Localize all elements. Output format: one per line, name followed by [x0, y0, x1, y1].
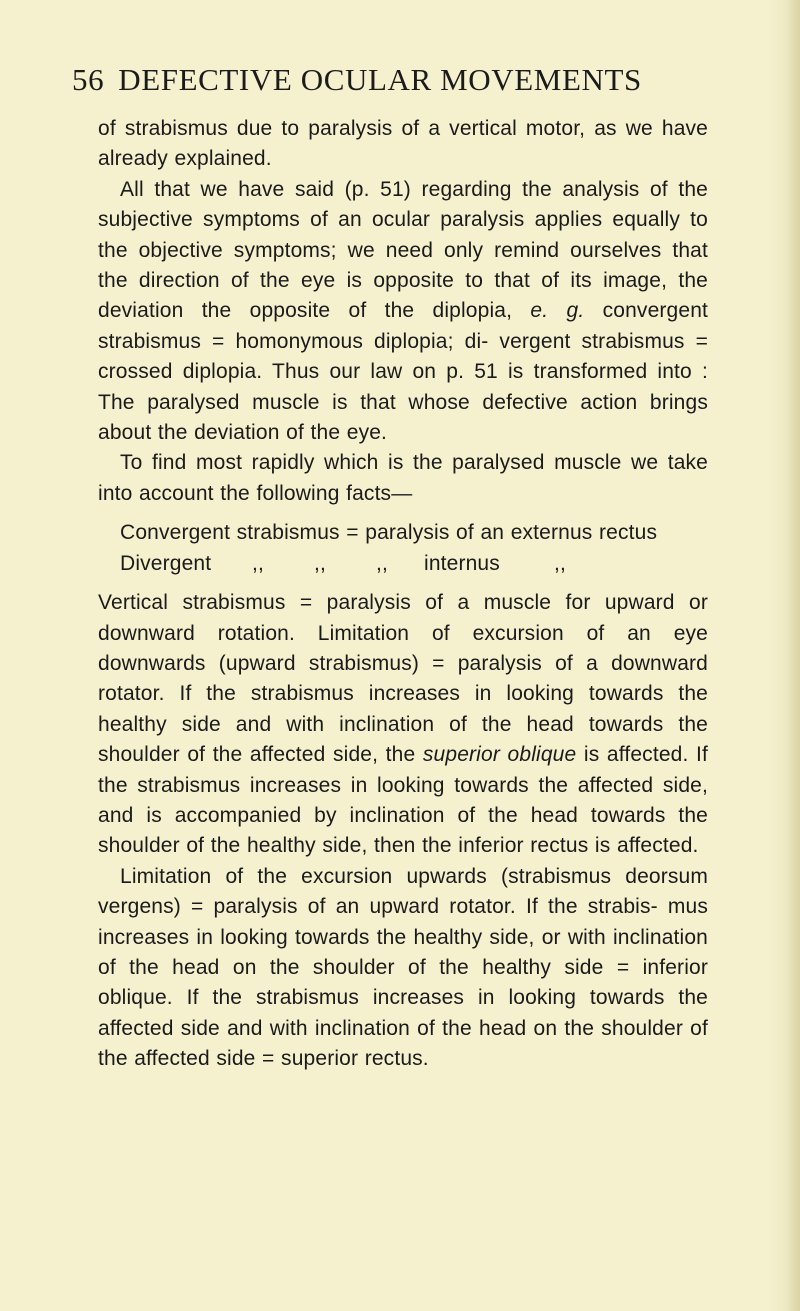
running-header [72, 62, 712, 98]
abbreviation-eg: e. g. [530, 299, 585, 323]
body-text [98, 114, 708, 1075]
page-number: 56 [72, 62, 105, 97]
ditto-mark: ,, [252, 551, 264, 575]
paragraph-analysis [98, 175, 708, 449]
page-edge-shadow [786, 0, 800, 1311]
paragraph-upward-limitation: Limitation of the excursion upwards (strabismus deorsum vergens) = paralysis of an upward rotator. If the strabis- mus increases in looking towards the healthy side, or with inclination of the head on the shoulder of the healthy side = inferior oblique. If the strabismus increases in looking towards the affected side and with inclination of the head on the shoulder of the affected side = superior rectus. [98, 864, 708, 1071]
paragraph-analysis-rest: convergent strabismus = homonymous diplopia; di- vergent strabismus = crossed diplopia. Thus our law on p. 51 is transformed into : The paralysed muscle is that whose defective action brings about the deviation of the eye. [98, 299, 709, 445]
table-row-divergent [98, 549, 708, 579]
running-title: DEFECTIVE OCULAR MOVEMENTS [118, 62, 642, 97]
paragraph-vertical-strabismus [98, 588, 708, 862]
paragraph-vertical-text: Vertical strabismus = paralysis of a muscle for upward or downward rotation. Limitation of excursion of an eye downwards (upward strabismus) = paralysis of a downward rotator. If the strabismus increases in looking towards the healthy side and with inclination of the head towards the shoulder of the affected side, the [98, 591, 708, 767]
ditto-mark: ,, [314, 551, 326, 575]
paragraph-facts-intro: To find most rapidly which is the paralysed muscle we take into account the following facts— [98, 451, 708, 505]
table-row-convergent [98, 518, 708, 548]
italic-term: superior oblique [422, 743, 577, 767]
paragraph-vertical-rest: is affected. If the strabismus increases in looking towards the affected side, and is accompanied by inclination of the head towards the shoulder of the healthy side, then the inferior rectus is affected. [98, 743, 708, 858]
ditto-mark: ,, [376, 551, 388, 575]
table-cell: Divergent [120, 551, 212, 575]
paragraph-continuation: of strabismus due to paralysis of a vertical motor, as we have already explained. [98, 117, 708, 171]
paragraph-analysis-text: All that we have said (p. 51) regarding the analysis of the subjective symptoms of an ocular paralysis applies equally to the objective symptoms; we need only remind ourselves that the direction of the eye is opposite to that of its image, the deviation the opposite of the diplopia, [98, 177, 708, 323]
table-cell: Convergent strabismus = paralysis of an externus rectus [120, 521, 658, 545]
table-cell: internus [424, 551, 500, 575]
ditto-mark: ,, [554, 551, 566, 575]
